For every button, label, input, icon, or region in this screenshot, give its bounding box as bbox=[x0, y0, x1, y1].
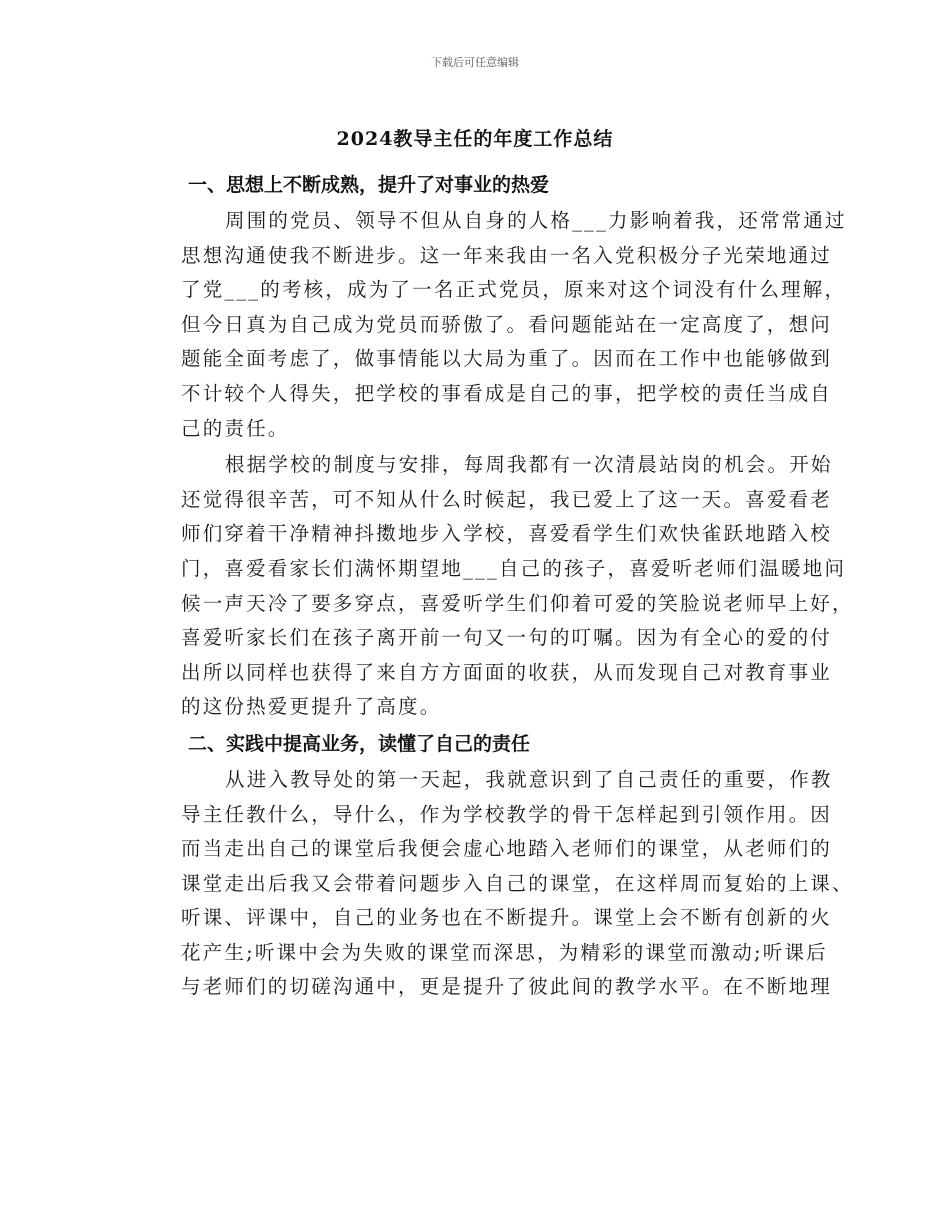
paragraph-line: 了党___的考核，成为了一名正式党员，原来对这个词没有什么理解， bbox=[181, 278, 847, 302]
paragraph-line: 导主任教什么，导什么，作为学校教学的骨干怎样起到引领作用。因 bbox=[181, 802, 833, 826]
section-1 bbox=[142, 168, 854, 725]
paragraph-line: 与老师们的切磋沟通中，更是提升了彼此间的教学水平。在不断地理 bbox=[181, 975, 833, 999]
paragraph-line: 根据学校的制度与安排，每周我都有一次清晨站岗的机会。开始 bbox=[225, 453, 833, 477]
paragraph-line: 候一声天冷了要多穿点，喜爱听学生们仰着可爱的笑脸说老师早上好， bbox=[181, 591, 854, 615]
document-title: 2024教导主任的年度工作总结 bbox=[336, 128, 614, 150]
header-note: 下载后可任意编辑 bbox=[431, 56, 519, 69]
paragraph-line: 题能全面考虑了，做事情能以大局为重了。因而在工作中也能够做到 bbox=[181, 347, 833, 371]
paragraph-line: 但今日真为自己成为党员而骄傲了。看问题能站在一定高度了，想问 bbox=[181, 312, 833, 336]
paragraph bbox=[142, 204, 847, 446]
paragraph-line: 门，喜爱看家长们满怀期望地___自己的孩子，喜爱听老师们温暖地问 bbox=[181, 556, 847, 580]
paragraph-line: 课堂走出后我又会带着问题步入自己的课堂，在这样周而复始的上课、 bbox=[181, 871, 854, 895]
paragraph-line: 周围的党员、领导不但从自身的人格___力影响着我，还常常通过 bbox=[225, 209, 847, 232]
paragraph-line: 师们穿着干净精神抖擞地步入学校，喜爱看学生们欢快雀跃地踏入校 bbox=[181, 522, 833, 546]
paragraph-line: 思想沟通使我不断进步。这一年来我由一名入党积极分子光荣地通过 bbox=[181, 243, 833, 267]
paragraph-line: 喜爱听家长们在孩子离开前一句又一句的叮嘱。因为有全心的爱的付 bbox=[181, 626, 833, 650]
paragraph-line: 从进入教导处的第一天起，我就意识到了自己责任的重要，作教 bbox=[225, 767, 833, 791]
paragraph-line: 己的责任。 bbox=[181, 416, 290, 440]
paragraph-line: 的这份热爱更提升了高度。 bbox=[181, 695, 442, 719]
section-heading: 一、思想上不断成熟，提升了对事业的热爱 bbox=[188, 174, 550, 196]
paragraph-line: 出所以同样也获得了来自方方面面的收获，从而发现自己对教育事业 bbox=[181, 660, 833, 684]
paragraph-line: 花产生;听课中会为失败的课堂而深思，为精彩的课堂而激动;听课后 bbox=[181, 940, 828, 964]
paragraph-line: 而当走出自己的课堂后我便会虚心地踏入老师们的课堂，从老师们的 bbox=[181, 837, 833, 861]
section-heading: 二、实践中提高业务，读懂了自己的责任 bbox=[188, 732, 531, 755]
paragraph-line: 还觉得很辛苦，可不知从什么时候起，我已爱上了这一天。喜爱看老 bbox=[181, 487, 833, 511]
section-2 bbox=[142, 727, 854, 1005]
paragraph-line: 听课、评课中，自己的业务也在不断提升。课堂上会不断有创新的火 bbox=[181, 906, 833, 930]
document-body bbox=[142, 168, 854, 1007]
paragraph-line: 不计较个人得失，把学校的事看成是自己的事，把学校的责任当成自 bbox=[181, 381, 833, 405]
paragraph bbox=[142, 448, 854, 725]
paragraph bbox=[142, 763, 854, 1005]
